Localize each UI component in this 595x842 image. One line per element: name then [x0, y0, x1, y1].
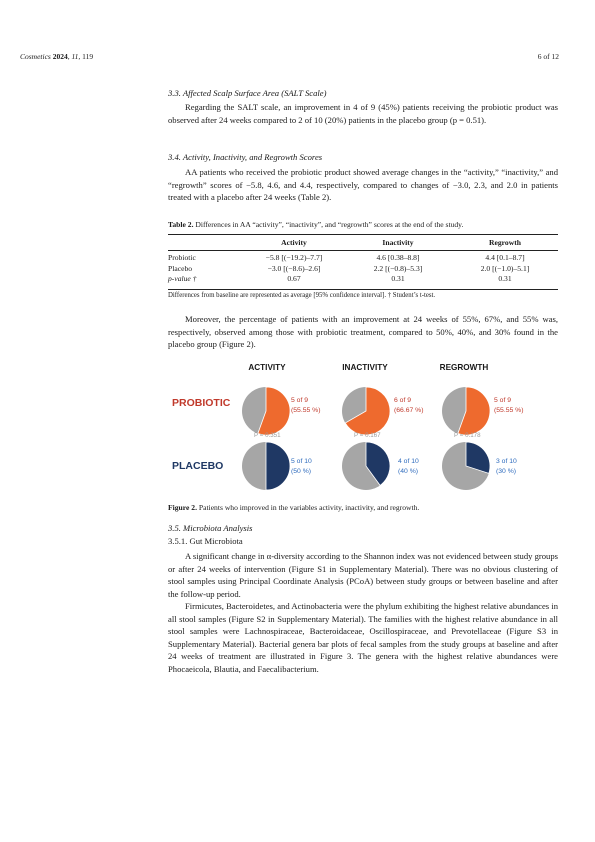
pie-label-percent: (66.67 %)	[394, 406, 424, 414]
pie-label-count: 5 of 9	[494, 397, 512, 404]
pie-label-count: 4 of 10	[398, 458, 419, 465]
row-label: p-value †	[168, 274, 197, 284]
cell: −5.8 [(−19.2)–7.7]	[265, 253, 323, 262]
table-header-activity: Activity	[281, 238, 307, 247]
cell: 0.67	[287, 274, 301, 284]
cell: 2.0 [(−1.0)–5.1]	[480, 263, 530, 273]
pie-label-percent: (55.55 %)	[494, 406, 524, 414]
cell: 0.31	[498, 274, 512, 284]
gut-microbiota-paragraph-1	[168, 550, 558, 600]
cell: 4.4 [0.1–8.7]	[485, 253, 525, 262]
pvalue-inactivity: P = 0.167	[354, 432, 381, 439]
section-3-5-heading: 3.5. Microbiota Analysis	[168, 523, 253, 533]
table-header-regrowth: Regrowth	[489, 238, 521, 247]
pie-label-percent: (50 %)	[291, 467, 312, 475]
gut-microbiota-text-1: A significant change in α-diversity according to the Shannon index was not evidenced between study groups or after 24 weeks of intervention (Figure S1 in Supplementary Material). There was no obvious clustering of stool samples using Principal Coordinate Analysis (PCoA) between study groups or between baseline and after the follow-up period.	[168, 551, 558, 599]
row-label: Probiotic	[168, 253, 196, 262]
pie-label-probiotic-activity	[291, 396, 320, 415]
cell: 0.31	[391, 274, 405, 284]
pie-label-percent: (30 %)	[496, 467, 517, 475]
article-number: 119	[82, 52, 94, 61]
cell: −3.0 [(−8.6)–2.6]	[267, 263, 321, 273]
figure-2-label: Figure 2.	[168, 503, 197, 512]
table-2-label: Table 2.	[168, 220, 194, 229]
figure-col-regrowth: REGROWTH	[439, 363, 489, 372]
row-label-placebo-text: PLACEBO	[172, 460, 224, 472]
table-2-caption-text: Differences in AA “activity”, “inactivity”, and “regrowth” scores at the end of the study.	[195, 220, 464, 229]
pvalue-activity: P = 0.351	[254, 432, 281, 439]
pie-label-percent: (55.55 %)	[291, 406, 321, 414]
section-3-5-1-heading: 3.5.1. Gut Microbiota	[168, 536, 243, 546]
figure-2-intro-body: Moreover, the percentage of patients with an improvement at 24 weeks of 55%, 67%, and 55% was, respectively, observed among those with probiotic treatment, compared to 50%, 40%, and 30% found in the placebo group (Figure 2).	[168, 314, 558, 350]
pie-slice-placebo-activity	[266, 442, 290, 490]
pie-label-placebo-activity	[291, 457, 312, 476]
figure-2-caption	[168, 503, 558, 512]
journal-volume: 11	[71, 52, 79, 61]
pie-label-count: 3 of 10	[496, 458, 517, 465]
running-header: Cosmetics 2024, 11, 119	[20, 52, 94, 61]
pie-label-placebo-inactivity	[398, 457, 419, 476]
pie-label-count: 5 of 9	[291, 397, 309, 404]
pie-label-probiotic-inactivity	[394, 396, 423, 415]
pie-label-count: 6 of 9	[394, 397, 412, 404]
journal-name: Cosmetics	[20, 52, 51, 61]
journal-year: 2024	[52, 52, 68, 61]
section-3-3-body: Regarding the SALT scale, an improvement in 4 of 9 (45%) patients receiving the probiotic product was observed after 24 weeks compared to 2 of 10 (20%) patients in the placebo group (p = 0.51).	[168, 102, 558, 125]
page-number: 6 of 12	[537, 52, 559, 61]
section-3-4-body: AA patients who received the probiotic product showed average changes in the “activity,” “inactivity,” and “regrowth” scores of −5.8, 4.6, and 4.4, respectively, compared to changes of −3.0, 2.3, and 2.0 in patients treated with a placebo after 24 weeks (Table 2).	[168, 167, 558, 203]
gut-microbiota-text-2: Firmicutes, Bacteroidetes, and Actinobacteria were the phylum exhibiting the highest relative abundances in all stool samples (Figure S2 in Supplementary Material). The families with the highest relative abundance in all stool samples were Lachnospiraceae, Bacteroidaceae, Oscillospiraceae, and Prevotellaceae (Figure S3 in Supplementary Material). Bacterial genera bar plots of fecal samples from the study groups at baseline and after 24 weeks of treatment are illustrated in Figure 3. The genera with the highest relative abundances were Phocaeicola, Blautia, and Faecalibacterium.	[168, 601, 558, 674]
pie-label-probiotic-regrowth	[494, 396, 523, 415]
pie-label-percent: (40 %)	[398, 467, 419, 475]
gut-microbiota-paragraph-2	[168, 600, 558, 676]
row-label: Placebo	[168, 263, 193, 273]
cell: 4.6 [0.38–8.8]	[376, 253, 420, 262]
section-3-3-heading: 3.3. Affected Scalp Surface Area (SALT Scale)	[168, 88, 327, 98]
figure-2-caption-text: Patients who improved in the variables activity, inactivity, and regrowth.	[198, 503, 420, 512]
figure-col-inactivity: INACTIVITY	[342, 363, 388, 372]
row-label-probiotic-text: PROBIOTIC	[172, 397, 231, 409]
pvalue-regrowth: P = 0.178	[454, 432, 481, 439]
pie-label-placebo-regrowth	[496, 457, 517, 476]
figure-col-activity: ACTIVITY	[248, 363, 286, 372]
table-2-footnote: Differences from baseline are represented as average [95% confidence interval]. † Student’s t-test.	[168, 292, 436, 299]
pie-label-count: 5 of 10	[291, 458, 312, 465]
section-3-4-heading: 3.4. Activity, Inactivity, and Regrowth Scores	[168, 152, 323, 162]
cell: 2.2 [(−0.8)–5.3]	[373, 263, 423, 273]
table-header-inactivity: Inactivity	[382, 238, 414, 247]
